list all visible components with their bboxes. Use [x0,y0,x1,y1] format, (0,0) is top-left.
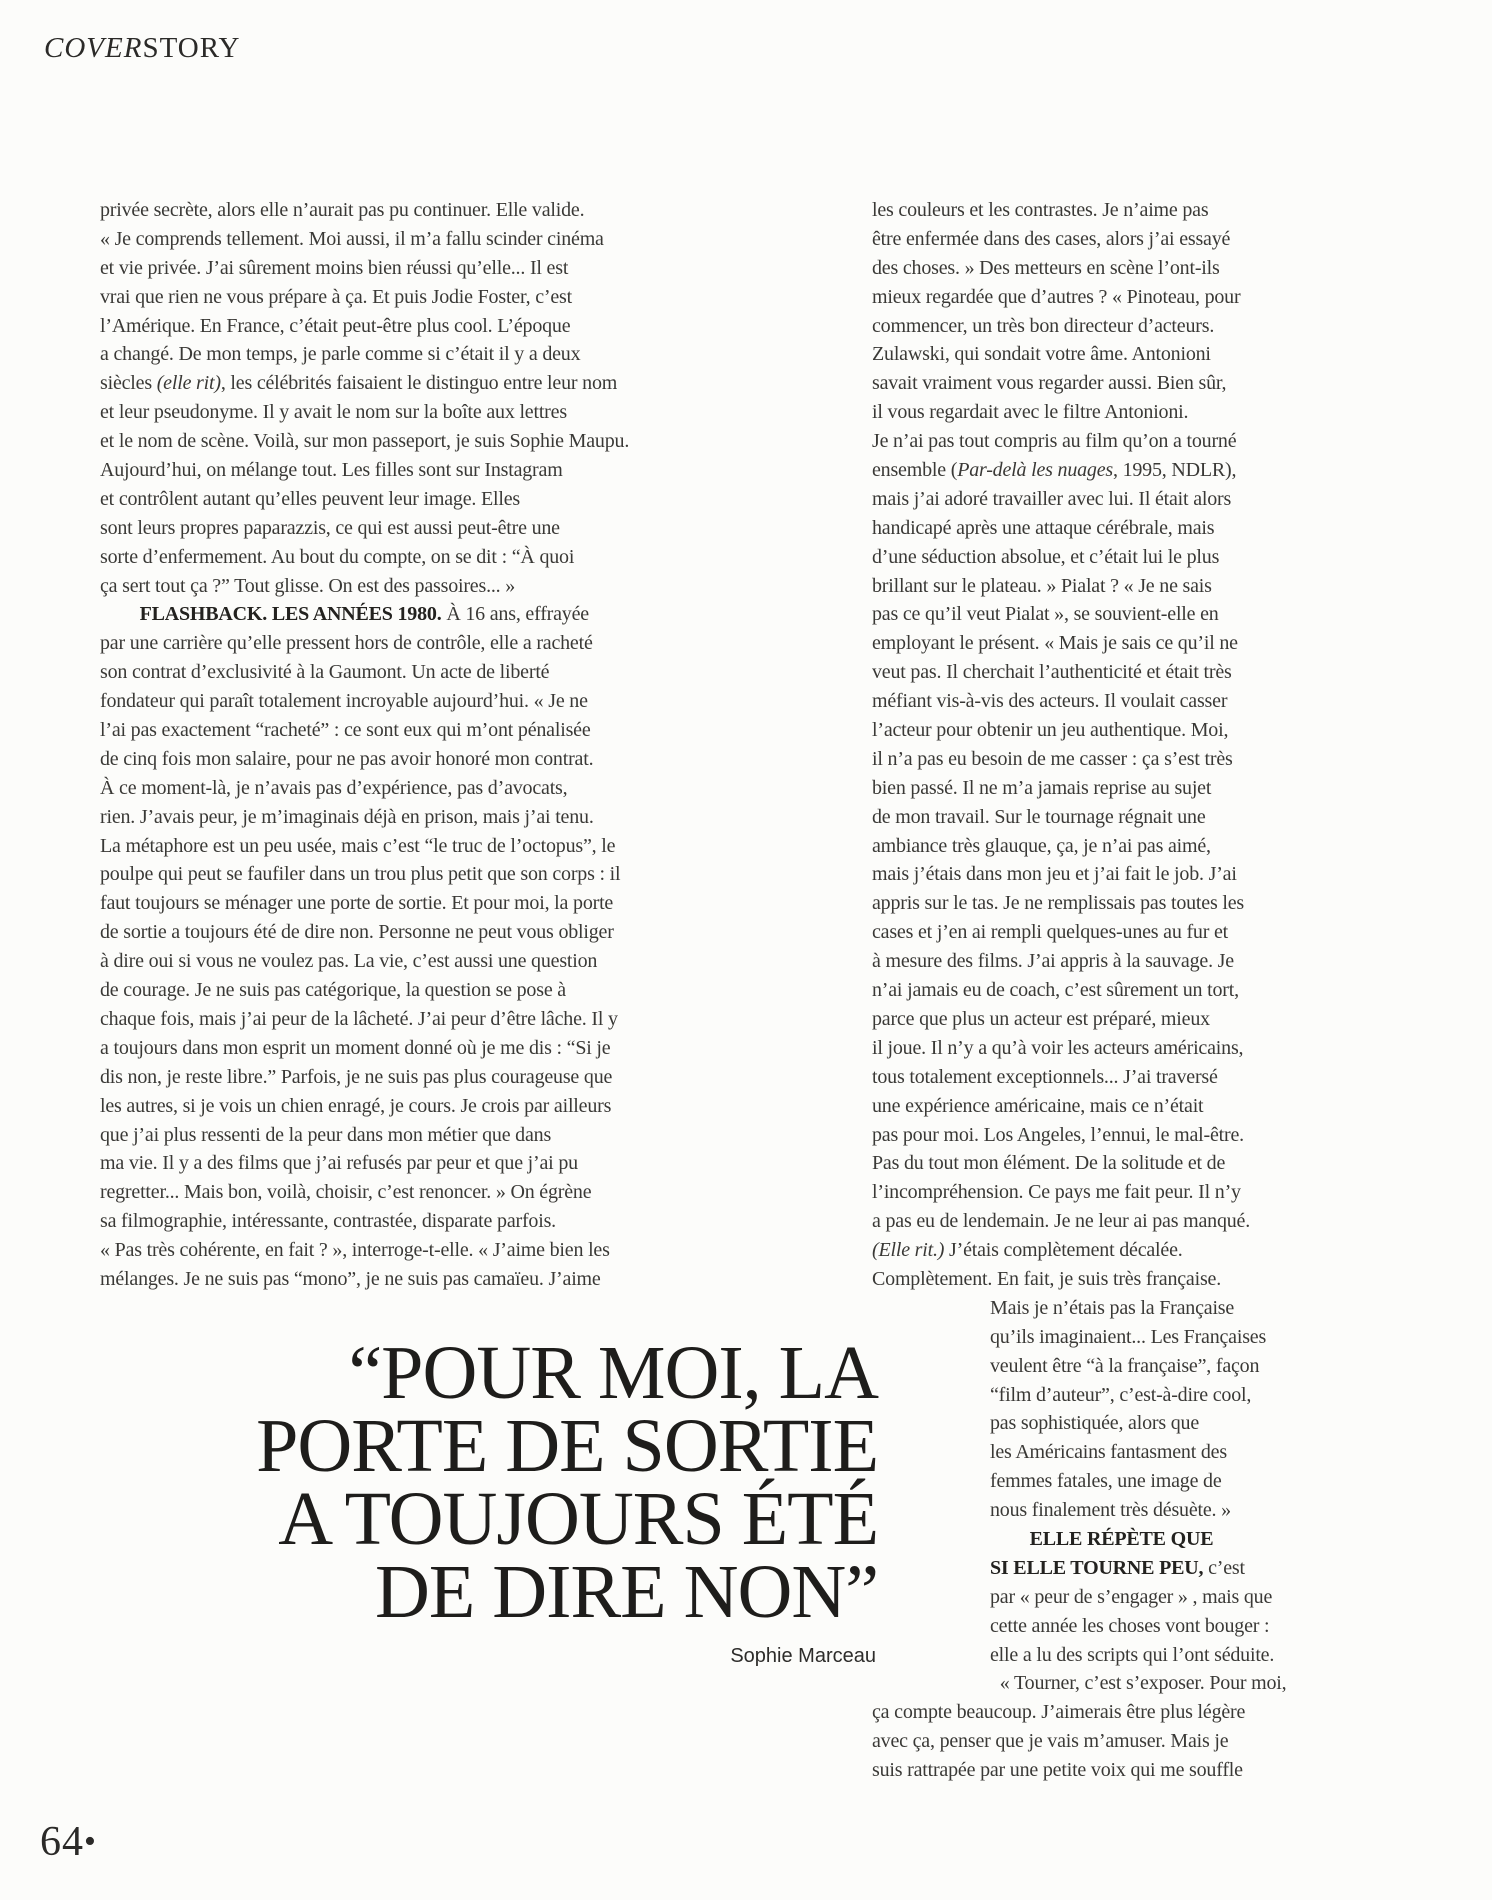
text-line: d’une séduction absolue, et c’était lui le plus [872,545,1220,568]
text-line: La métaphore est un peu usée, mais c’est “le truc de l’octopus”, le [100,834,616,857]
text-line: Aujourd’hui, on mélange tout. Les filles sont sur Instagram [100,459,563,482]
text-line: appris sur le tas. Je ne remplissais pas toutes les [872,892,1244,915]
text-line: FLASHBACK. LES ANNÉES 1980. À 16 ans, effrayée [139,603,589,626]
text-line: À ce moment-là, je n’avais pas d’expérience, pas d’avocats, [100,776,568,799]
pull-quote [90,1331,878,1634]
text-line: employant le présent. « Mais je sais ce qu’il ne [872,632,1238,655]
pull-quote-line: PORTE DE SORTIE [256,1404,878,1488]
text-line: siècles (elle rit), les célébrités faisaient le distinguo entre leur nom [100,372,618,395]
text-line: savait vraiment vous regarder aussi. Bien sûr, [872,372,1227,395]
text-line: cases et j’en ai rempli quelques-unes au fur et [872,921,1229,944]
text-line: rien. J’avais peur, je m’imaginais déjà en prison, mais j’ai tenu. [100,805,594,828]
right-text-column [872,196,1352,1785]
text-line: il joue. Il n’y a qu’à voir les acteurs américains, [872,1036,1244,1059]
text-line: poulpe qui peut se faufiler dans un trou plus petit que son corps : il [100,863,621,886]
text-line: chaque fois, mais j’ai peur de la lâcheté. J’ai peur d’être lâche. Il y [100,1007,618,1030]
text-line: ma vie. Il y a des films que j’ai refusés par peur et que j’ai pu [100,1152,578,1175]
pull-quote-line: “POUR MOI, LA [348,1331,878,1415]
text-line: par une carrière qu’elle pressent hors de contrôle, elle a racheté [100,632,593,655]
text-line: de cinq fois mon salaire, pour ne pas avoir honoré mon contrat. [100,747,594,770]
text-line: bien passé. Il ne m’a jamais reprise au sujet [872,776,1212,799]
text-line: et contrôlent autant qu’elles peuvent leur image. Elles [100,487,520,510]
text-line: commencer, un très bon directeur d’acteurs. [872,314,1215,337]
text-line: et vie privée. J’ai sûrement moins bien réussi qu’elle... Il est [100,256,569,279]
text-line: il vous regardait avec le filtre Antonioni. [872,401,1189,424]
text-line: les autres, si je vois un chien enragé, je cours. Je crois par ailleurs [100,1094,612,1117]
text-line: Mais je n’étais pas la Française [990,1296,1235,1319]
text-line: les couleurs et les contrastes. Je n’aime pas [872,199,1209,221]
text-line: de mon travail. Sur le tournage régnait une [872,805,1206,828]
right-column-full-block [872,196,1352,1294]
header-story-label: STORY [142,32,241,64]
text-line: SI ELLE TOURNE PEU, c’est [990,1556,1245,1579]
page-number-bullet: • [84,1823,97,1860]
text-line: son contrat d’exclusivité à la Gaumont. Un acte de liberté [100,661,550,684]
text-line: a changé. De mon temps, je parle comme si c’était il y a deux [100,343,581,366]
text-line: ELLE RÉPÈTE QUE [1029,1527,1214,1550]
text-line: suis rattrapée par une petite voix qui me souffle [872,1759,1243,1782]
text-line: “film d’auteur”, c’est-à-dire cool, [990,1383,1252,1406]
text-line: méfiant vis-à-vis des acteurs. Il voulait casser [872,690,1228,713]
right-column-wide-block [872,1698,1352,1785]
page-header [44,32,240,65]
text-line: mieux regardée que d’autres ? « Pinoteau, pour [872,285,1241,308]
text-line: brillant sur le plateau. » Pialat ? « Je ne sais [872,574,1212,597]
text-line: handicapé après une attaque cérébrale, mais [872,516,1215,539]
text-line: parce que plus un acteur est préparé, mieux [872,1007,1210,1030]
text-line: vrai que rien ne vous prépare à ça. Et puis Jodie Foster, c’est [100,285,572,308]
text-line: mais j’étais dans mon jeu et j’ai fait le job. J’ai [872,863,1237,886]
header-cover-label: COVER [44,32,143,64]
pull-quote-attribution: Sophie Marceau [730,1645,876,1667]
text-line: sorte d’enfermement. Au bout du compte, on se dit : “À quoi [100,545,575,568]
text-line: et le nom de scène. Voilà, sur mon passeport, je suis Sophie Maupu. [100,430,630,453]
text-line: elle a lu des scripts qui l’ont séduite. [990,1643,1275,1666]
text-line: faut toujours se ménager une porte de sortie. Et pour moi, la porte [100,892,614,915]
page-number: 64 [40,1819,84,1865]
text-line: l’incompréhension. Ce pays me fait peur. Il n’y [872,1181,1241,1204]
text-line: mais j’ai adoré travailler avec lui. Il était alors [872,487,1232,510]
text-line: que j’ai plus ressenti de la peur dans mon métier que dans [100,1123,552,1146]
text-line: « Tourner, c’est s’exposer. Pour moi, [990,1672,1287,1695]
text-line: a pas eu de lendemain. Je ne leur ai pas manqué. [872,1210,1251,1233]
text-line: veut pas. Il cherchait l’authenticité et était très [872,661,1232,684]
text-line: à dire oui si vous ne voulez pas. La vie, c’est aussi une question [100,950,598,973]
text-line: tous totalement exceptionnels... J’ai traversé [872,1065,1218,1088]
text-line: ambiance très glauque, ça, je n’ai pas aimé, [872,834,1211,857]
text-line: regretter... Mais bon, voilà, choisir, c’est renoncer. » On égrène [100,1181,592,1204]
text-line: fondateur qui paraît totalement incroyable aujourd’hui. « Je ne [100,690,588,713]
text-line: il n’a pas eu besoin de me casser : ça s’est très [872,747,1233,770]
text-line: de courage. Je ne suis pas catégorique, la question se pose à [100,979,566,1002]
text-line: sont leurs propres paparazzis, ce qui est aussi peut-être une [100,516,560,539]
text-line: à mesure des films. J’ai appris à la sauvage. Je [872,950,1234,973]
text-line: pas pour moi. Los Angeles, l’ennui, le mal-être. [872,1123,1244,1146]
text-line: « Pas très cohérente, en fait ? », interroge-t-elle. « J’aime bien les [100,1239,610,1262]
text-line: une expérience américaine, mais ce n’était [872,1094,1204,1117]
text-line: n’ai jamais eu de coach, c’est sûrement un tort, [872,979,1239,1002]
text-line: cette année les choses vont bouger : [990,1614,1270,1637]
text-line: a toujours dans mon esprit un moment donné où je me dis : “Si je [100,1036,611,1059]
right-column-indented-block [872,1294,1352,1698]
text-line: mélanges. Je ne suis pas “mono”, je ne suis pas camaïeu. J’aime [100,1267,601,1290]
text-line: l’acteur pour obtenir un jeu authentique. Moi, [872,719,1229,742]
text-line: femmes fatales, une image de [990,1470,1222,1493]
text-line: des choses. » Des metteurs en scène l’ont-ils [872,256,1220,279]
left-text-column [100,196,706,1294]
text-line: sa filmographie, intéressante, contrastée, disparate parfois. [100,1210,556,1233]
text-line: Je n’ai pas tout compris au film qu’on a tourné [872,430,1237,453]
text-line: Zulawski, qui sondait votre âme. Antonioni [872,343,1211,366]
text-line: ensemble (Par-delà les nuages, 1995, NDLR), [872,459,1237,482]
text-line: avec ça, penser que je vais m’amuser. Mais je [872,1730,1229,1753]
text-line: pas sophistiquée, alors que [990,1412,1200,1435]
text-line: pas ce qu’il veut Pialat », se souvient-elle en [872,603,1219,626]
text-line: Pas du tout mon élément. De la solitude et de [872,1152,1226,1175]
text-line: ça sert tout ça ?” Tout glisse. On est des passoires... » [100,574,516,597]
text-line: l’ai pas exactement “racheté” : ce sont eux qui m’ont pénalisée [100,719,591,742]
text-line: (Elle rit.) J’étais complètement décalée. [872,1239,1183,1262]
page-footer [40,1818,97,1866]
text-line: par « peur de s’engager » , mais que [990,1585,1273,1608]
text-line: dis non, je reste libre.” Parfois, je ne suis pas plus courageuse que [100,1065,613,1088]
text-line: les Américains fantasment des [990,1441,1227,1464]
text-line: « Je comprends tellement. Moi aussi, il m’a fallu scinder cinéma [100,227,604,250]
text-line: et leur pseudonyme. Il y avait le nom sur la boîte aux lettres [100,401,567,424]
text-line: Complètement. En fait, je suis très française. [872,1267,1222,1290]
text-line: privée secrète, alors elle n’aurait pas pu continuer. Elle valide. [100,199,585,221]
text-line: qu’ils imaginaient... Les Françaises [990,1325,1267,1348]
text-line: de sortie a toujours été de dire non. Personne ne peut vous obliger [100,921,614,944]
pull-quote-line: A TOUJOURS ÉTÉ [278,1477,878,1561]
pull-quote-line: DE DIRE NON” [374,1550,878,1634]
text-line: nous finalement très désuète. » [990,1499,1231,1522]
text-line: l’Amérique. En France, c’était peut-être plus cool. L’époque [100,314,571,337]
text-line: être enfermée dans des cases, alors j’ai essayé [872,227,1231,250]
text-line: ça compte beaucoup. J’aimerais être plus légère [872,1701,1246,1724]
text-line: veulent être “à la française”, façon [990,1354,1260,1377]
